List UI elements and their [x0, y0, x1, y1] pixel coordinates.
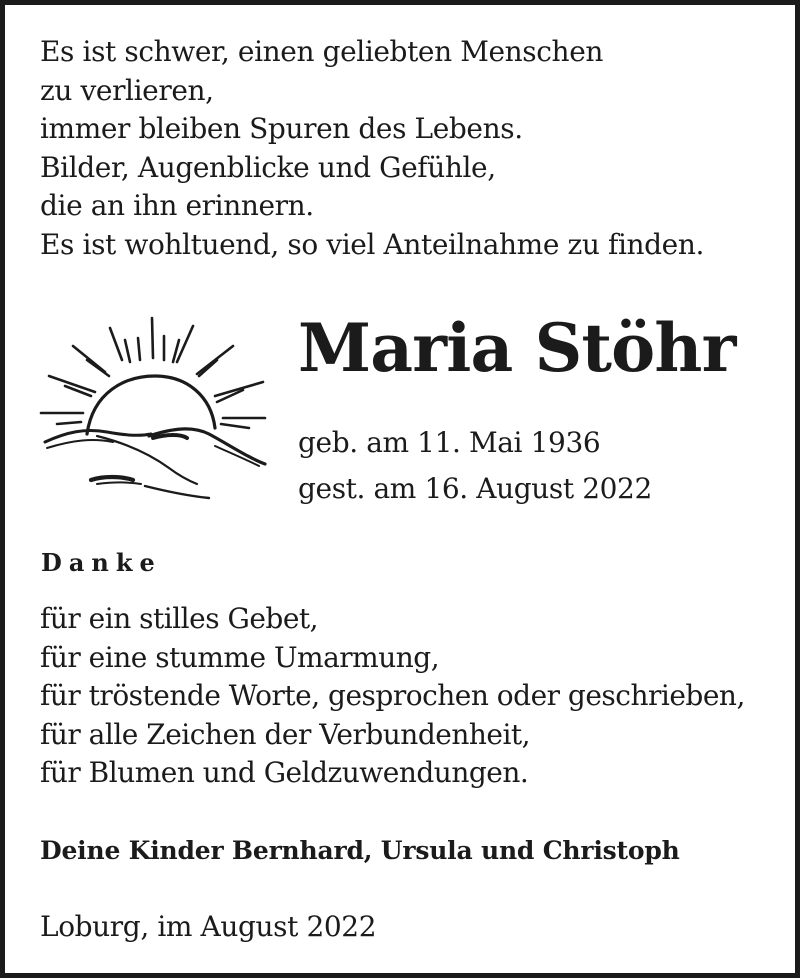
verse-line: Es ist schwer, einen geliebten Menschen: [40, 35, 603, 68]
verse-line: die an ihn erinnern.: [40, 189, 314, 222]
verse-line: Bilder, Augenblicke und Gefühle,: [40, 150, 496, 184]
verse-line: Es ist wohltuend, so viel Anteilnahme zu finden.: [40, 227, 704, 261]
thanks-heading: Danke: [41, 548, 162, 577]
birth-date: geb. am 11. Mai 1936: [298, 426, 601, 459]
thanks-line: für Blumen und Geldzuwendungen.: [40, 756, 529, 789]
thanks-line: für eine stumme Umarmung,: [40, 640, 440, 674]
life-dates: [298, 420, 652, 512]
verse-line: immer bleiben Spuren des Lebens.: [40, 112, 523, 145]
death-date: gest. am 16. August 2022: [298, 472, 652, 505]
memorial-verse: [40, 33, 704, 264]
place-and-date: Loburg, im August 2022: [40, 910, 377, 943]
thanks-line: für tröstende Worte, gesprochen oder geschrieben,: [40, 679, 745, 712]
thanks-line: für alle Zeichen der Verbundenheit,: [40, 717, 531, 751]
deceased-name: Maria Stöhr: [298, 309, 736, 387]
thanks-list: [40, 600, 745, 793]
thanks-line: für ein stilles Gebet,: [40, 602, 319, 635]
signers-line: Deine Kinder Bernhard, Ursula und Christoph: [40, 836, 680, 865]
sunset-over-hills-icon: [37, 310, 273, 510]
verse-line: zu verlieren,: [40, 73, 214, 107]
